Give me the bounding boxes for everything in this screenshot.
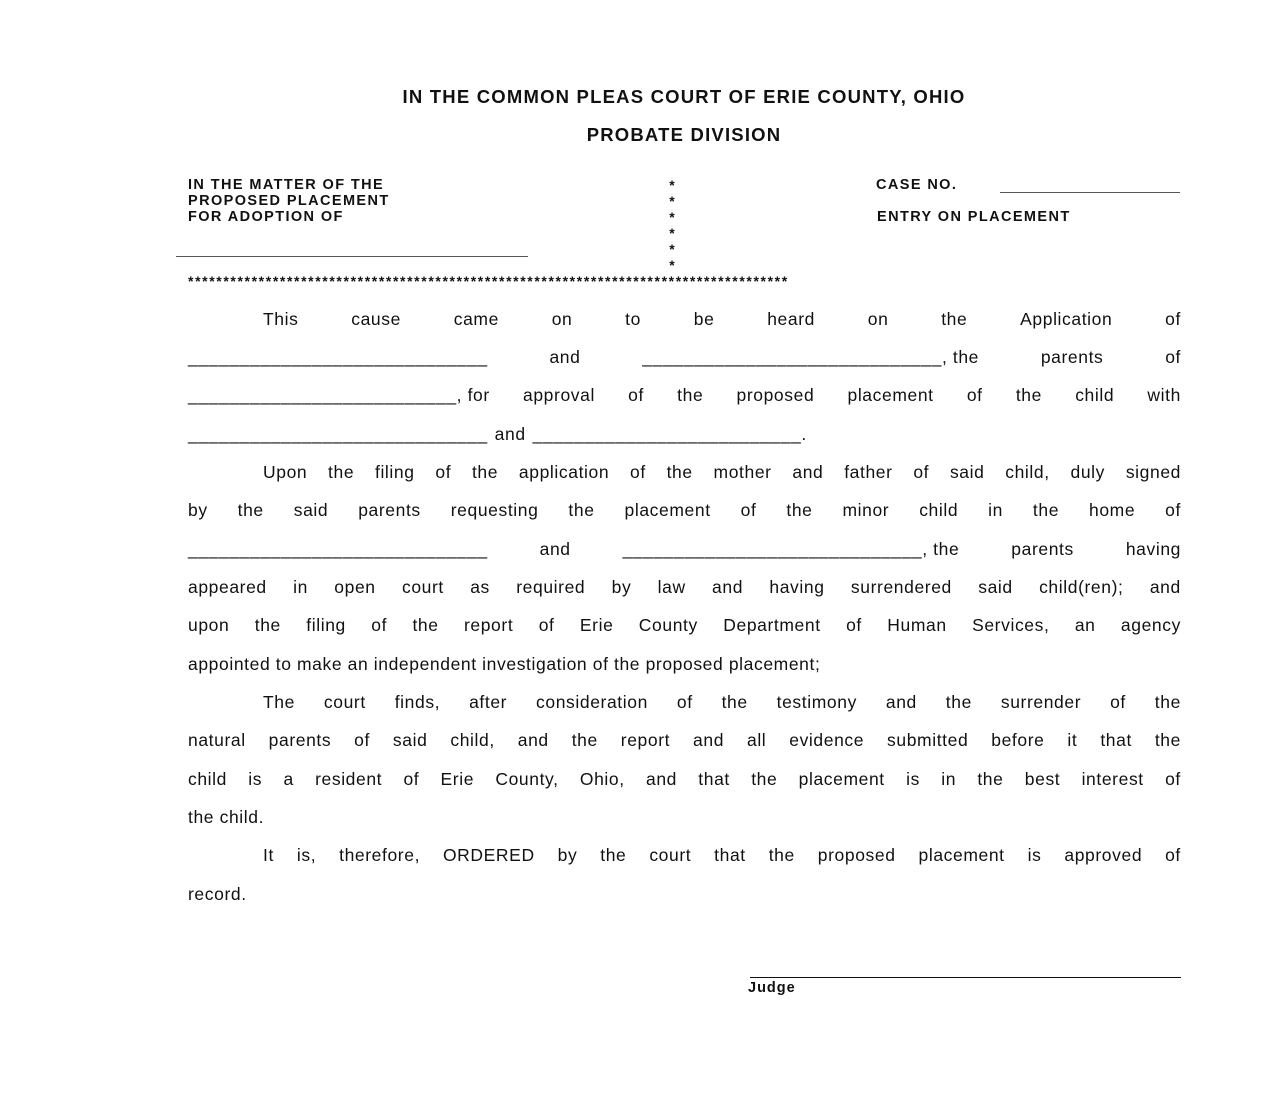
blank-with-punctuation	[642, 347, 979, 368]
body-word: Department	[723, 615, 821, 635]
body-word: the	[471, 462, 499, 482]
body-word: on	[551, 309, 573, 329]
body-word: child	[919, 500, 959, 520]
entry-title: ENTRY ON PLACEMENT	[877, 209, 1071, 225]
body-word: , the	[941, 347, 979, 367]
body-word: This	[263, 309, 299, 329]
body-word: of	[538, 615, 555, 635]
body-word: Human	[887, 615, 947, 635]
body-word: cause	[351, 309, 401, 329]
body-word: proposed	[736, 385, 815, 405]
body-word: the	[412, 615, 439, 635]
body-word: County	[638, 615, 698, 635]
body-word: having	[769, 577, 825, 597]
body-word: proposed	[817, 845, 896, 865]
body-word: the	[666, 462, 693, 482]
paragraph-2-line-2	[188, 500, 1181, 520]
body-word: of	[1110, 692, 1126, 712]
body-word: that	[714, 845, 746, 865]
placement-name-blank[interactable]	[533, 424, 802, 445]
body-word: and	[885, 692, 917, 712]
paragraph-4-line-1	[263, 845, 1181, 865]
paragraph-3-line-2	[188, 730, 1181, 750]
case-no-label: CASE NO.	[876, 177, 958, 193]
body-word: the	[768, 845, 795, 865]
body-word: Upon	[263, 462, 308, 482]
star: *	[669, 177, 675, 193]
adoptee-name-blank[interactable]	[176, 256, 528, 257]
judge-label: Judge	[748, 980, 796, 996]
body-word: in	[293, 577, 308, 597]
body-word: , for	[456, 385, 490, 405]
blank-with-punctuation	[188, 385, 490, 406]
body-word: of	[676, 692, 693, 712]
body-word: appointed to make an independent investigation of the proposed placement;	[188, 654, 821, 674]
paragraph-1-line-3	[188, 385, 1181, 405]
body-word: said	[293, 500, 329, 520]
body-word: is	[248, 769, 263, 789]
body-word: in	[941, 769, 957, 789]
body-word: parents	[1011, 539, 1074, 559]
body-word: is	[1027, 845, 1042, 865]
body-word: of	[966, 385, 983, 405]
body-word: having	[1125, 539, 1181, 559]
body-word: and	[549, 347, 581, 367]
body-word: placement	[624, 500, 711, 520]
body-word: that	[698, 769, 730, 789]
star: *	[669, 241, 675, 257]
body-word: before	[991, 730, 1045, 750]
body-word: Application	[1020, 309, 1113, 329]
body-word: the	[721, 692, 748, 712]
body-word: of	[435, 462, 452, 482]
body-word: child,	[1005, 462, 1050, 482]
body-word: the	[1032, 500, 1060, 520]
body-word: the	[751, 769, 778, 789]
body-word: and	[539, 539, 571, 559]
star: *	[669, 193, 675, 209]
body-word: parents	[358, 500, 421, 520]
body-word: requesting	[450, 500, 539, 520]
body-word: mother	[713, 462, 772, 482]
home-name-blank[interactable]	[188, 539, 488, 560]
body-word: the	[1154, 692, 1181, 712]
body-word: placement	[798, 769, 885, 789]
blank-with-punctuation	[533, 424, 807, 445]
body-word: the	[568, 500, 595, 520]
body-word: child	[188, 769, 227, 789]
body-word: approval	[523, 385, 595, 405]
paragraph-2-line-1	[263, 462, 1181, 482]
body-word: of	[371, 615, 388, 635]
star: *	[669, 209, 675, 225]
body-word: and	[693, 730, 725, 750]
body-word: Ohio,	[579, 769, 625, 789]
body-word: natural	[188, 730, 246, 750]
body-word: upon	[188, 615, 230, 635]
body-word: child,	[450, 730, 495, 750]
body-word: and	[646, 769, 677, 789]
parent-name-blank[interactable]	[642, 347, 942, 368]
body-word: after	[469, 692, 508, 712]
blank-with-punctuation	[623, 539, 960, 560]
body-word: placement	[847, 385, 934, 405]
division-title: PROBATE DIVISION	[586, 124, 782, 145]
body-word: and	[517, 730, 549, 750]
case-no-field[interactable]	[1000, 192, 1180, 193]
body-word: of	[740, 500, 757, 520]
body-word: court	[649, 845, 692, 865]
body-word: resident	[315, 769, 383, 789]
body-word: court	[401, 577, 444, 597]
body-word: The	[263, 692, 295, 712]
body-word: application	[518, 462, 610, 482]
placement-name-blank[interactable]	[188, 424, 488, 445]
paragraph-3-line-3	[188, 769, 1181, 789]
body-word: appeared	[188, 577, 267, 597]
body-word: best	[1024, 769, 1061, 789]
body-word: that	[1100, 730, 1132, 750]
body-word: approved	[1064, 845, 1143, 865]
body-word: County,	[495, 769, 559, 789]
body-word: is	[906, 769, 920, 789]
child-name-blank[interactable]	[188, 385, 457, 406]
body-word: Services,	[972, 615, 1050, 635]
paragraph-2-line-5	[188, 615, 1181, 635]
body-word: the child.	[188, 807, 265, 827]
body-word: the	[237, 500, 264, 520]
paragraph-3-line-4	[188, 807, 1181, 827]
body-word: and	[494, 424, 526, 444]
body-word: all	[746, 730, 767, 750]
body-word: of	[1165, 500, 1181, 520]
body-word: Erie	[579, 615, 614, 635]
body-word: child	[1075, 385, 1115, 405]
paragraph-2-line-3	[188, 539, 1181, 559]
body-word: finds,	[394, 692, 441, 712]
body-word: Erie	[440, 769, 475, 789]
paragraph-1-line-2	[188, 347, 1181, 367]
body-word: the	[1015, 385, 1042, 405]
caption-star-column	[666, 177, 678, 273]
body-word: of	[1165, 845, 1181, 865]
body-word: the	[977, 769, 1004, 789]
body-word: the	[945, 692, 972, 712]
body-word: it	[1067, 730, 1078, 750]
body-word: said	[949, 462, 985, 482]
court-title: IN THE COMMON PLEAS COURT OF ERIE COUNTY, OHIO	[402, 86, 966, 107]
body-word: , the	[922, 539, 960, 559]
body-word: of	[354, 730, 370, 750]
body-word: submitted	[887, 730, 969, 750]
body-word: the	[941, 309, 968, 329]
body-word: the	[786, 500, 813, 520]
body-word: .	[801, 424, 807, 444]
body-word: of	[913, 462, 930, 482]
body-word: in	[988, 500, 1003, 520]
body-word: placement	[918, 845, 1005, 865]
body-word: report	[620, 730, 671, 750]
body-word: said	[978, 577, 1013, 597]
body-word: the	[571, 730, 598, 750]
body-word: by	[188, 500, 208, 520]
matter-line: IN THE MATTER OF THE	[188, 177, 385, 193]
caption-separator: *************************************************************************************	[188, 273, 789, 289]
matter-line: PROPOSED PLACEMENT	[188, 193, 390, 209]
body-word: the	[254, 615, 281, 635]
body-word: surrendered	[850, 577, 952, 597]
body-word: and	[792, 462, 824, 482]
body-word: by	[611, 577, 632, 597]
matter-caption	[188, 177, 390, 225]
body-word: testimony	[776, 692, 857, 712]
body-word: the	[677, 385, 704, 405]
body-word: minor	[842, 500, 890, 520]
body-word: required	[516, 577, 586, 597]
body-word: It	[263, 845, 274, 865]
body-word: the	[600, 845, 627, 865]
body-word: court	[323, 692, 366, 712]
body-word: consideration	[536, 692, 648, 712]
body-word: said	[392, 730, 428, 750]
body-word: law	[657, 577, 686, 597]
body-word: by	[557, 845, 578, 865]
paragraph-4-line-2	[188, 884, 1181, 904]
body-word: an	[1074, 615, 1096, 635]
body-word: of	[1165, 309, 1181, 329]
body-word: came	[453, 309, 499, 329]
body-word: the	[328, 462, 355, 482]
body-word: be	[693, 309, 715, 329]
body-word: as	[470, 577, 490, 597]
body-word: of	[1165, 769, 1181, 789]
body-word: therefore,	[339, 845, 421, 865]
body-word: with	[1147, 385, 1181, 405]
body-word: parents	[1040, 347, 1104, 367]
body-word: a	[283, 769, 294, 789]
body-word: of	[403, 769, 420, 789]
body-word: surrender	[1000, 692, 1082, 712]
body-word: the	[1154, 730, 1181, 750]
paragraph-2-line-6	[188, 654, 1181, 674]
paragraph-3-line-1	[263, 692, 1181, 712]
body-word: record.	[188, 884, 247, 904]
body-word: report	[463, 615, 514, 635]
body-word: and	[1149, 577, 1181, 597]
body-word: heard	[767, 309, 815, 329]
body-word: evidence	[789, 730, 865, 750]
body-word: to	[625, 309, 641, 329]
body-word: of	[1165, 347, 1181, 367]
body-word: parents	[268, 730, 332, 750]
parent-name-blank[interactable]	[188, 347, 488, 368]
body-word: of	[628, 385, 644, 405]
home-name-blank[interactable]	[623, 539, 923, 560]
body-word: signed	[1125, 462, 1181, 482]
body-word: filing	[374, 462, 415, 482]
body-word: home	[1089, 500, 1136, 520]
body-word: duly	[1070, 462, 1106, 482]
paragraph-1-line-1	[263, 309, 1181, 329]
body-word: is,	[296, 845, 317, 865]
body-word: on	[867, 309, 889, 329]
star: *	[669, 257, 675, 273]
body-word: interest	[1081, 769, 1144, 789]
body-word: of	[629, 462, 646, 482]
paragraph-2-line-4	[188, 577, 1181, 597]
body-word: and	[712, 577, 744, 597]
judge-signature-line[interactable]	[750, 977, 1181, 978]
matter-line: FOR ADOPTION OF	[188, 209, 344, 225]
body-word: filing	[306, 615, 346, 635]
body-word: of	[846, 615, 862, 635]
star: *	[669, 225, 675, 241]
paragraph-1-line-4	[188, 424, 1181, 444]
body-word: open	[334, 577, 376, 597]
body-word: ORDERED	[442, 845, 535, 865]
body-word: father	[844, 462, 893, 482]
body-word: child(ren);	[1039, 577, 1124, 597]
body-word: agency	[1120, 615, 1181, 635]
